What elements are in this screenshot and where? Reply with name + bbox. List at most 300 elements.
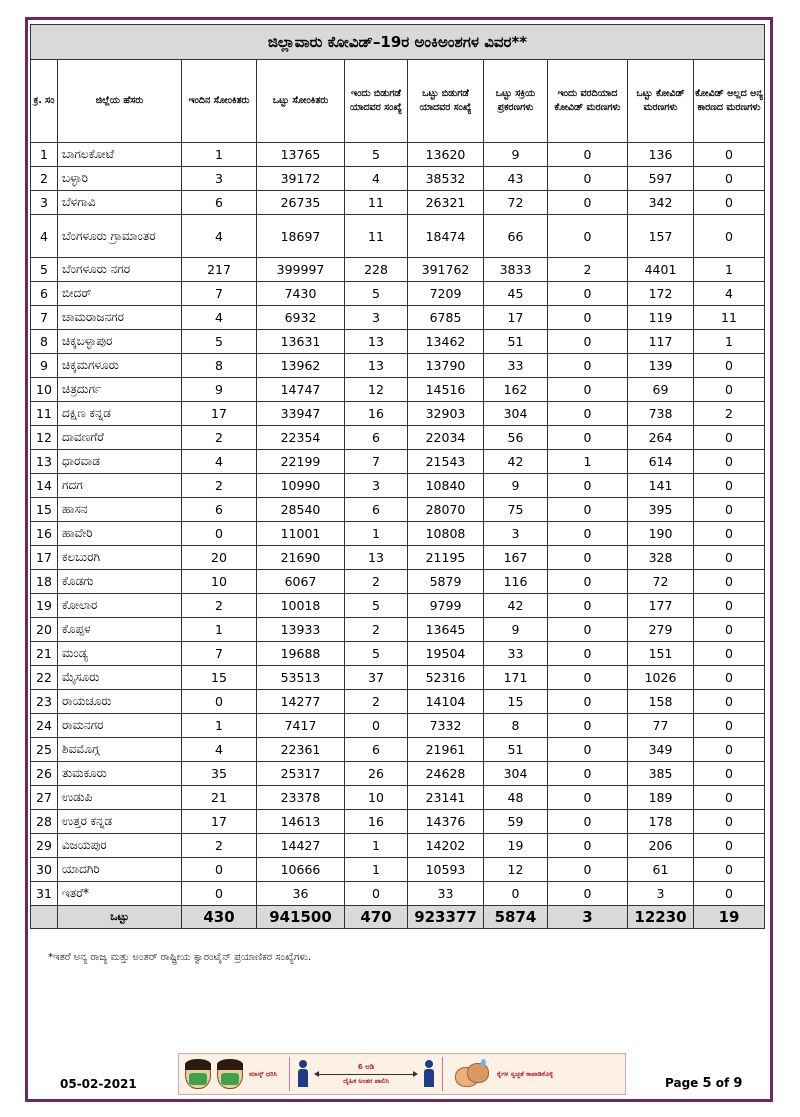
value-cell: 10840 <box>408 474 484 498</box>
district-name-cell: ಬೆಳಗಾವಿ <box>58 191 182 215</box>
value-cell: 264 <box>628 426 694 450</box>
value-cell: 0 <box>694 882 765 906</box>
value-cell: 2 <box>345 570 408 594</box>
value-cell: 25317 <box>257 762 345 786</box>
value-cell: 0 <box>548 498 628 522</box>
value-cell: 0 <box>548 738 628 762</box>
value-cell: 116 <box>484 570 548 594</box>
value-cell: 15 <box>484 690 548 714</box>
table-row <box>31 191 765 215</box>
serial-cell: 27 <box>31 786 58 810</box>
value-cell: 19504 <box>408 642 484 666</box>
value-cell: 5 <box>345 594 408 618</box>
table-row <box>31 498 765 522</box>
value-cell: 6 <box>345 498 408 522</box>
district-name-cell: ಧಾರವಾಡ <box>58 450 182 474</box>
table-row <box>31 282 765 306</box>
value-cell: 3 <box>345 306 408 330</box>
value-cell: 6932 <box>257 306 345 330</box>
value-cell: 22361 <box>257 738 345 762</box>
value-cell: 4 <box>182 215 257 258</box>
value-cell: 6 <box>345 738 408 762</box>
district-name-cell: ಚಿಕ್ಕಮಗಳೂರು <box>58 354 182 378</box>
column-header: ಒಟ್ಟು ಸಕ್ರಿಯ ಪ್ರಕರಣಗಳು <box>484 60 548 143</box>
district-name-cell: ಹಾಸನ <box>58 498 182 522</box>
table-row <box>31 522 765 546</box>
column-header: ಜಿಲ್ಲೆಯ ಹೆಸರು <box>58 60 182 143</box>
value-cell: 26735 <box>257 191 345 215</box>
value-cell: 0 <box>548 570 628 594</box>
value-cell: 0 <box>548 858 628 882</box>
value-cell: 12 <box>345 378 408 402</box>
value-cell: 7332 <box>408 714 484 738</box>
total-value-cell: 430 <box>182 906 257 929</box>
value-cell: 28070 <box>408 498 484 522</box>
value-cell: 0 <box>548 594 628 618</box>
district-name-cell: ಬೀದರ್ <box>58 282 182 306</box>
distance-section <box>294 1054 438 1094</box>
page-prefix: Page <box>665 1076 699 1090</box>
value-cell: 0 <box>694 354 765 378</box>
masked-face-icon <box>185 1059 211 1089</box>
value-cell: 1 <box>345 834 408 858</box>
value-cell: 0 <box>694 546 765 570</box>
value-cell: 51 <box>484 330 548 354</box>
serial-cell: 7 <box>31 306 58 330</box>
hand-wash-text: ಕೈಗಳ ಸ್ವಚ್ಛತೆ ಕಾಪಾಡಿಕೊಳ್ಳಿ <box>497 1070 554 1078</box>
total-blank-cell <box>31 906 58 929</box>
district-name-cell: ದಾವಣಗೆರೆ <box>58 426 182 450</box>
value-cell: 158 <box>628 690 694 714</box>
value-cell: 11 <box>694 306 765 330</box>
value-cell: 7 <box>182 642 257 666</box>
serial-cell: 4 <box>31 215 58 258</box>
table-row <box>31 167 765 191</box>
value-cell: 2 <box>182 834 257 858</box>
value-cell: 4 <box>182 306 257 330</box>
value-cell: 59 <box>484 810 548 834</box>
table-row <box>31 834 765 858</box>
serial-cell: 22 <box>31 666 58 690</box>
value-cell: 33 <box>484 354 548 378</box>
value-cell: 0 <box>548 402 628 426</box>
value-cell: 4401 <box>628 258 694 282</box>
person-icon <box>424 1060 434 1088</box>
serial-cell: 11 <box>31 402 58 426</box>
value-cell: 21543 <box>408 450 484 474</box>
value-cell: 14104 <box>408 690 484 714</box>
value-cell: 0 <box>548 215 628 258</box>
value-cell: 9 <box>182 378 257 402</box>
district-name-cell: ಕಲಬುರಗಿ <box>58 546 182 570</box>
value-cell: 206 <box>628 834 694 858</box>
district-name-cell: ಉಡುಪಿ <box>58 786 182 810</box>
value-cell: 0 <box>182 858 257 882</box>
value-cell: 1 <box>345 522 408 546</box>
value-cell: 342 <box>628 191 694 215</box>
serial-cell: 6 <box>31 282 58 306</box>
table-row <box>31 450 765 474</box>
value-cell: 157 <box>628 215 694 258</box>
table-row <box>31 642 765 666</box>
value-cell: 32903 <box>408 402 484 426</box>
table-body <box>31 143 765 906</box>
value-cell: 18697 <box>257 215 345 258</box>
value-cell: 33 <box>484 642 548 666</box>
value-cell: 19688 <box>257 642 345 666</box>
value-cell: 0 <box>548 330 628 354</box>
table-row <box>31 858 765 882</box>
value-cell: 21690 <box>257 546 345 570</box>
page-current: 5 <box>702 1076 712 1091</box>
table-row <box>31 354 765 378</box>
serial-cell: 28 <box>31 810 58 834</box>
value-cell: 16 <box>345 402 408 426</box>
district-name-cell: ತುಮಕೂರು <box>58 762 182 786</box>
serial-cell: 5 <box>31 258 58 282</box>
value-cell: 6 <box>182 498 257 522</box>
value-cell: 0 <box>548 834 628 858</box>
value-cell: 0 <box>694 167 765 191</box>
value-cell: 56 <box>484 426 548 450</box>
district-name-cell: ಬಳ್ಳಾರಿ <box>58 167 182 191</box>
value-cell: 0 <box>548 882 628 906</box>
page-sep: of <box>715 1076 730 1090</box>
district-name-cell: ಬೆಂಗಳೂರು ಗ್ರಾಮಾಂತರ <box>58 215 182 258</box>
value-cell: 228 <box>345 258 408 282</box>
value-cell: 66 <box>484 215 548 258</box>
table-row <box>31 402 765 426</box>
value-cell: 28540 <box>257 498 345 522</box>
value-cell: 0 <box>548 474 628 498</box>
value-cell: 13645 <box>408 618 484 642</box>
value-cell: 0 <box>548 690 628 714</box>
serial-cell: 9 <box>31 354 58 378</box>
column-header: ಒಟ್ಟು ಕೋವಿಡ್ ಮರಣಗಳು <box>628 60 694 143</box>
value-cell: 61 <box>628 858 694 882</box>
serial-cell: 15 <box>31 498 58 522</box>
value-cell: 217 <box>182 258 257 282</box>
value-cell: 2 <box>182 426 257 450</box>
value-cell: 77 <box>628 714 694 738</box>
serial-cell: 10 <box>31 378 58 402</box>
report-date: 05-02-2021 <box>60 1077 137 1091</box>
table-row <box>31 378 765 402</box>
table-row <box>31 618 765 642</box>
value-cell: 9 <box>484 143 548 167</box>
district-name-cell: ಬಾಗಲಕೋಟೆ <box>58 143 182 167</box>
value-cell: 22199 <box>257 450 345 474</box>
district-name-cell: ಗದಗ <box>58 474 182 498</box>
value-cell: 0 <box>182 882 257 906</box>
banner-divider <box>289 1057 290 1091</box>
value-cell: 22034 <box>408 426 484 450</box>
table-row <box>31 882 765 906</box>
serial-cell: 1 <box>31 143 58 167</box>
value-cell: 13462 <box>408 330 484 354</box>
table-row <box>31 546 765 570</box>
mask-text: ಮಾಸ್ಕ್ ಧರಿಸಿ <box>249 1070 277 1078</box>
value-cell: 395 <box>628 498 694 522</box>
value-cell: 69 <box>628 378 694 402</box>
value-cell: 45 <box>484 282 548 306</box>
value-cell: 2 <box>345 690 408 714</box>
value-cell: 17 <box>182 810 257 834</box>
value-cell: 5 <box>182 330 257 354</box>
value-cell: 7209 <box>408 282 484 306</box>
value-cell: 72 <box>628 570 694 594</box>
district-name-cell: ಹಾವೇರಿ <box>58 522 182 546</box>
value-cell: 0 <box>694 714 765 738</box>
header-row <box>31 60 765 143</box>
district-name-cell: ಶಿವಮೊಗ್ಗ <box>58 738 182 762</box>
masked-face-icon <box>217 1059 243 1089</box>
page-total: 9 <box>733 1076 743 1091</box>
value-cell: 33 <box>408 882 484 906</box>
value-cell: 13 <box>345 354 408 378</box>
value-cell: 10808 <box>408 522 484 546</box>
value-cell: 26 <box>345 762 408 786</box>
serial-cell: 20 <box>31 618 58 642</box>
page-number <box>665 1076 742 1091</box>
serial-cell: 19 <box>31 594 58 618</box>
value-cell: 4 <box>694 282 765 306</box>
value-cell: 0 <box>694 378 765 402</box>
value-cell: 21195 <box>408 546 484 570</box>
value-cell: 3833 <box>484 258 548 282</box>
value-cell: 35 <box>182 762 257 786</box>
value-cell: 17 <box>182 402 257 426</box>
distance-label: ದೈಹಿಕ ಅಂತರ ಪಾಲಿಸಿ <box>343 1076 389 1085</box>
serial-cell: 24 <box>31 714 58 738</box>
value-cell: 0 <box>548 522 628 546</box>
value-cell: 178 <box>628 810 694 834</box>
value-cell: 16 <box>345 810 408 834</box>
distance-number: 6 ಅಡಿ <box>357 1062 375 1071</box>
value-cell: 1 <box>694 258 765 282</box>
district-name-cell: ರಾಯಚೂರು <box>58 690 182 714</box>
value-cell: 10 <box>345 786 408 810</box>
district-name-cell: ಕೋಲಾರ <box>58 594 182 618</box>
serial-cell: 18 <box>31 570 58 594</box>
value-cell: 13765 <box>257 143 345 167</box>
value-cell: 33947 <box>257 402 345 426</box>
mask-section <box>179 1054 285 1094</box>
district-name-cell: ಯಾದಗಿರಿ <box>58 858 182 882</box>
value-cell: 3 <box>484 522 548 546</box>
value-cell: 0 <box>548 426 628 450</box>
value-cell: 9799 <box>408 594 484 618</box>
value-cell: 738 <box>628 402 694 426</box>
value-cell: 177 <box>628 594 694 618</box>
value-cell: 117 <box>628 330 694 354</box>
value-cell: 23378 <box>257 786 345 810</box>
serial-cell: 25 <box>31 738 58 762</box>
table-row <box>31 714 765 738</box>
table-row <box>31 215 765 258</box>
value-cell: 171 <box>484 666 548 690</box>
district-name-cell: ಕೊಡಗು <box>58 570 182 594</box>
value-cell: 0 <box>694 570 765 594</box>
value-cell: 5 <box>345 642 408 666</box>
value-cell: 4 <box>182 450 257 474</box>
serial-cell: 16 <box>31 522 58 546</box>
value-cell: 75 <box>484 498 548 522</box>
value-cell: 13962 <box>257 354 345 378</box>
district-covid-table <box>30 24 765 929</box>
value-cell: 21 <box>182 786 257 810</box>
value-cell: 136 <box>628 143 694 167</box>
value-cell: 119 <box>628 306 694 330</box>
value-cell: 0 <box>548 191 628 215</box>
value-cell: 18474 <box>408 215 484 258</box>
value-cell: 0 <box>694 642 765 666</box>
value-cell: 7 <box>345 450 408 474</box>
value-cell: 13933 <box>257 618 345 642</box>
value-cell: 0 <box>484 882 548 906</box>
column-header: ಒಟ್ಟು ಸೋಂಕಿತರು <box>257 60 345 143</box>
table-row <box>31 426 765 450</box>
table-row <box>31 330 765 354</box>
value-cell: 13 <box>345 330 408 354</box>
district-name-cell: ಕೊಪ್ಪಳ <box>58 618 182 642</box>
value-cell: 391762 <box>408 258 484 282</box>
value-cell: 17 <box>484 306 548 330</box>
value-cell: 0 <box>548 666 628 690</box>
value-cell: 13631 <box>257 330 345 354</box>
banner-divider <box>442 1057 443 1091</box>
value-cell: 151 <box>628 642 694 666</box>
district-name-cell: ಮೈಸೂರು <box>58 666 182 690</box>
value-cell: 1 <box>548 450 628 474</box>
value-cell: 7430 <box>257 282 345 306</box>
value-cell: 597 <box>628 167 694 191</box>
table-row <box>31 306 765 330</box>
table-row <box>31 666 765 690</box>
value-cell: 349 <box>628 738 694 762</box>
total-value-cell: 923377 <box>408 906 484 929</box>
value-cell: 0 <box>182 690 257 714</box>
column-header: ಕ್ರ. ಸಂ <box>31 60 58 143</box>
column-header: ಇಂದಿನ ಸೋಂಕಿತರು <box>182 60 257 143</box>
serial-cell: 23 <box>31 690 58 714</box>
safety-banner <box>178 1053 626 1095</box>
value-cell: 399997 <box>257 258 345 282</box>
value-cell: 19 <box>484 834 548 858</box>
table-row <box>31 143 765 167</box>
value-cell: 13620 <box>408 143 484 167</box>
value-cell: 8 <box>484 714 548 738</box>
value-cell: 0 <box>548 642 628 666</box>
value-cell: 12 <box>484 858 548 882</box>
value-cell: 53513 <box>257 666 345 690</box>
value-cell: 328 <box>628 546 694 570</box>
value-cell: 48 <box>484 786 548 810</box>
total-value-cell: 941500 <box>257 906 345 929</box>
serial-cell: 21 <box>31 642 58 666</box>
value-cell: 52316 <box>408 666 484 690</box>
serial-cell: 30 <box>31 858 58 882</box>
value-cell: 7417 <box>257 714 345 738</box>
value-cell: 2 <box>345 618 408 642</box>
value-cell: 4 <box>345 167 408 191</box>
serial-cell: 12 <box>31 426 58 450</box>
value-cell: 0 <box>548 306 628 330</box>
value-cell: 0 <box>548 282 628 306</box>
value-cell: 0 <box>548 618 628 642</box>
value-cell: 6 <box>345 426 408 450</box>
table-row <box>31 570 765 594</box>
value-cell: 614 <box>628 450 694 474</box>
value-cell: 1 <box>182 714 257 738</box>
value-cell: 0 <box>548 354 628 378</box>
value-cell: 4 <box>182 738 257 762</box>
district-name-cell: ದಕ್ಷಿಣ ಕನ್ನಡ <box>58 402 182 426</box>
column-header: ಒಟ್ಟು ಬಿಡುಗಡೆ ಯಾದವರ ಸಂಖ್ಯೆ <box>408 60 484 143</box>
value-cell: 0 <box>548 810 628 834</box>
value-cell: 14516 <box>408 378 484 402</box>
value-cell: 14427 <box>257 834 345 858</box>
value-cell: 3 <box>182 167 257 191</box>
value-cell: 304 <box>484 402 548 426</box>
value-cell: 10593 <box>408 858 484 882</box>
value-cell: 167 <box>484 546 548 570</box>
value-cell: 0 <box>694 690 765 714</box>
value-cell: 2 <box>182 594 257 618</box>
value-cell: 0 <box>345 882 408 906</box>
value-cell: 23141 <box>408 786 484 810</box>
hand-wash-section <box>447 1054 557 1094</box>
value-cell: 11 <box>345 191 408 215</box>
column-header: ಕೋವಿಡ್ ಅಲ್ಲದ ಅನ್ಯ ಕಾರಣದ ಮರಣಗಳು <box>694 60 765 143</box>
value-cell: 22354 <box>257 426 345 450</box>
table-row <box>31 810 765 834</box>
value-cell: 9 <box>484 618 548 642</box>
value-cell: 1 <box>345 858 408 882</box>
value-cell: 0 <box>694 762 765 786</box>
total-value-cell: 12230 <box>628 906 694 929</box>
value-cell: 1 <box>182 618 257 642</box>
value-cell: 26321 <box>408 191 484 215</box>
value-cell: 0 <box>548 143 628 167</box>
value-cell: 21961 <box>408 738 484 762</box>
value-cell: 0 <box>548 546 628 570</box>
district-name-cell: ಇತರೆ* <box>58 882 182 906</box>
value-cell: 39172 <box>257 167 345 191</box>
value-cell: 10990 <box>257 474 345 498</box>
double-arrow-icon <box>316 1074 416 1075</box>
person-icon <box>298 1060 308 1088</box>
district-name-cell: ಉತ್ತರ ಕನ್ನಡ <box>58 810 182 834</box>
serial-cell: 2 <box>31 167 58 191</box>
serial-cell: 13 <box>31 450 58 474</box>
value-cell: 0 <box>694 143 765 167</box>
value-cell: 1026 <box>628 666 694 690</box>
value-cell: 172 <box>628 282 694 306</box>
value-cell: 5 <box>345 143 408 167</box>
total-row <box>31 906 765 929</box>
value-cell: 0 <box>694 498 765 522</box>
value-cell: 0 <box>694 450 765 474</box>
value-cell: 11001 <box>257 522 345 546</box>
value-cell: 20 <box>182 546 257 570</box>
value-cell: 72 <box>484 191 548 215</box>
table-row <box>31 762 765 786</box>
total-value-cell: 19 <box>694 906 765 929</box>
value-cell: 24628 <box>408 762 484 786</box>
value-cell: 7 <box>182 282 257 306</box>
table-title: ಜಿಲ್ಲಾವಾರು ಕೋವಿಡ್–19ರ ಅಂಕಿಅಂಶಗಳ ವಿವರ** <box>31 25 765 60</box>
